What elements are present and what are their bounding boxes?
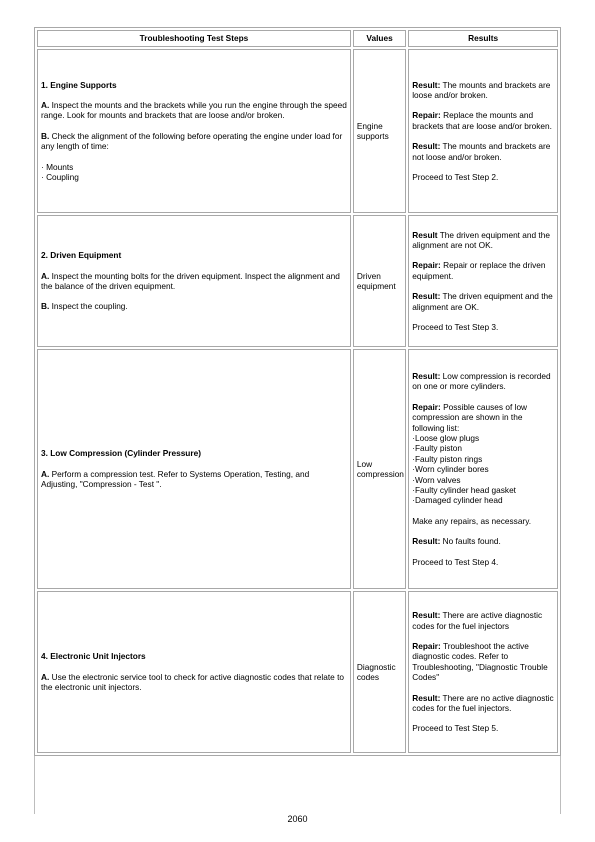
step-title: 4. Electronic Unit Injectors xyxy=(41,651,146,662)
instruction-text: Inspect the mounts and the brackets while you run the engine through the speed range. Look for mounts and brackets that are loose and/or broken. xyxy=(41,99,347,121)
result-cell xyxy=(408,349,558,589)
instruction-text: Inspect the mounting bolts for the driven equipment. Inspect the alignment and the balance of the driven equipment. xyxy=(41,270,340,291)
instruction-label: A. xyxy=(41,99,50,110)
repair-label: Repair: xyxy=(412,401,441,412)
result-entry xyxy=(412,141,554,162)
instruction-label: A. xyxy=(41,468,50,479)
result-cell xyxy=(408,591,558,753)
result-label: Result: xyxy=(412,610,441,621)
repair-entry xyxy=(412,641,554,683)
repair-entry xyxy=(412,402,554,506)
result-text: The driven equipment and the alignment are not OK. xyxy=(412,229,550,250)
repair-text: Replace the mounts and brackets that are loose and/or broken. xyxy=(412,110,552,131)
repair-text: Troubleshoot the active diagnostic codes. Refer to Troubleshooting, "Diagnostic Trouble Codes" xyxy=(412,640,548,683)
instruction xyxy=(41,100,347,121)
result-text: No faults found. xyxy=(440,536,501,547)
repair-label: Repair: xyxy=(412,260,441,271)
instruction xyxy=(41,672,347,693)
result-label: Result: xyxy=(412,370,441,381)
value-cell: Engine supports xyxy=(353,49,406,213)
value-cell: Low compression xyxy=(353,349,406,589)
result-label: Result xyxy=(412,229,438,240)
result-cell xyxy=(408,49,558,213)
result-cell xyxy=(408,215,558,347)
instruction-text: Use the electronic service tool to check for active diagnostic codes that relate to the electronic unit injectors. xyxy=(41,671,345,693)
header-results: Results xyxy=(408,30,558,47)
result-entry xyxy=(412,230,554,251)
page-number: 2060 xyxy=(287,814,308,824)
result-entry xyxy=(412,693,554,714)
troubleshooting-table xyxy=(34,27,561,756)
result-entry xyxy=(412,536,554,546)
list-item: ·Faulty piston xyxy=(412,443,463,454)
instruction-text: Perform a compression test. Refer to Systems Operation, Testing, and Adjusting, "Compression - Test ". xyxy=(41,468,310,490)
instruction-label: B. xyxy=(41,130,50,141)
list-item: ·Faulty piston rings xyxy=(412,453,483,464)
result-label: Result: xyxy=(412,141,441,152)
step-cell xyxy=(37,591,351,753)
instruction-label: A. xyxy=(41,270,50,281)
result-label: Result: xyxy=(412,79,441,90)
result-label: Result: xyxy=(412,536,441,547)
list-item: · Mounts xyxy=(41,161,74,172)
list-item: ·Worn cylinder bores xyxy=(412,464,489,475)
repair-text: Possible causes of low compression are shown in the following list: xyxy=(412,401,528,433)
next-step: Proceed to Test Step 5. xyxy=(412,723,499,734)
result-text: The mounts and brackets are not loose and/or broken. xyxy=(412,141,551,162)
next-step: Proceed to Test Step 3. xyxy=(412,322,499,333)
repair-text: Repair or replace the driven equipment. xyxy=(412,260,546,281)
result-entry xyxy=(412,371,554,392)
repair-entry xyxy=(412,260,554,281)
table-row xyxy=(37,349,558,589)
result-text: The mounts and brackets are loose and/or broken. xyxy=(412,79,551,100)
value-cell: Diagnostic codes xyxy=(353,591,406,753)
result-entry xyxy=(412,610,554,631)
result-text: Low compression is recorded on one or more cylinders. xyxy=(412,370,551,392)
repair-label: Repair: xyxy=(412,110,441,121)
instruction-label: A. xyxy=(41,671,50,682)
list-item: ·Damaged cylinder head xyxy=(412,495,503,506)
table-header-row xyxy=(37,30,558,47)
result-text: The driven equipment and the alignment are OK. xyxy=(412,291,553,312)
result-label: Result: xyxy=(412,291,441,302)
instruction xyxy=(41,469,347,490)
list-item: ·Faulty cylinder head gasket xyxy=(412,485,516,496)
instruction xyxy=(41,301,347,311)
step-cell xyxy=(37,215,351,347)
table-row xyxy=(37,215,558,347)
instruction-text: Check the alignment of the following before operating the engine under load for any length of time: xyxy=(41,130,343,152)
result-text: There are no active diagnostic codes for the fuel injectors. xyxy=(412,692,554,714)
step-cell xyxy=(37,349,351,589)
repair-entry xyxy=(412,110,554,131)
next-step: Proceed to Test Step 4. xyxy=(412,556,499,567)
result-text: There are active diagnostic codes for the fuel injectors xyxy=(412,610,543,631)
step-title: 2. Driven Equipment xyxy=(41,250,122,261)
instruction-label: B. xyxy=(41,301,50,312)
instruction xyxy=(41,131,347,152)
value-cell: Driven equipment xyxy=(353,215,406,347)
repair-label: Repair: xyxy=(412,640,441,651)
result-entry xyxy=(412,291,554,312)
step-title: 1. Engine Supports xyxy=(41,79,117,90)
list-item: ·Loose glow plugs xyxy=(412,432,480,443)
instruction-text: Inspect the coupling. xyxy=(49,301,128,312)
step-cell xyxy=(37,49,351,213)
step-title: 3. Low Compression (Cylinder Pressure) xyxy=(41,448,201,459)
instruction xyxy=(41,271,347,292)
table-row xyxy=(37,49,558,213)
header-steps: Troubleshooting Test Steps xyxy=(37,30,351,47)
table-row xyxy=(37,591,558,753)
result-label: Result: xyxy=(412,692,441,703)
check-list xyxy=(41,162,347,183)
list-item: · Coupling xyxy=(41,172,79,183)
next-step: Proceed to Test Step 2. xyxy=(412,172,499,183)
repair-note: Make any repairs, as necessary. xyxy=(412,515,532,526)
header-values: Values xyxy=(353,30,406,47)
result-entry xyxy=(412,80,554,101)
list-item: ·Worn valves xyxy=(412,474,461,485)
